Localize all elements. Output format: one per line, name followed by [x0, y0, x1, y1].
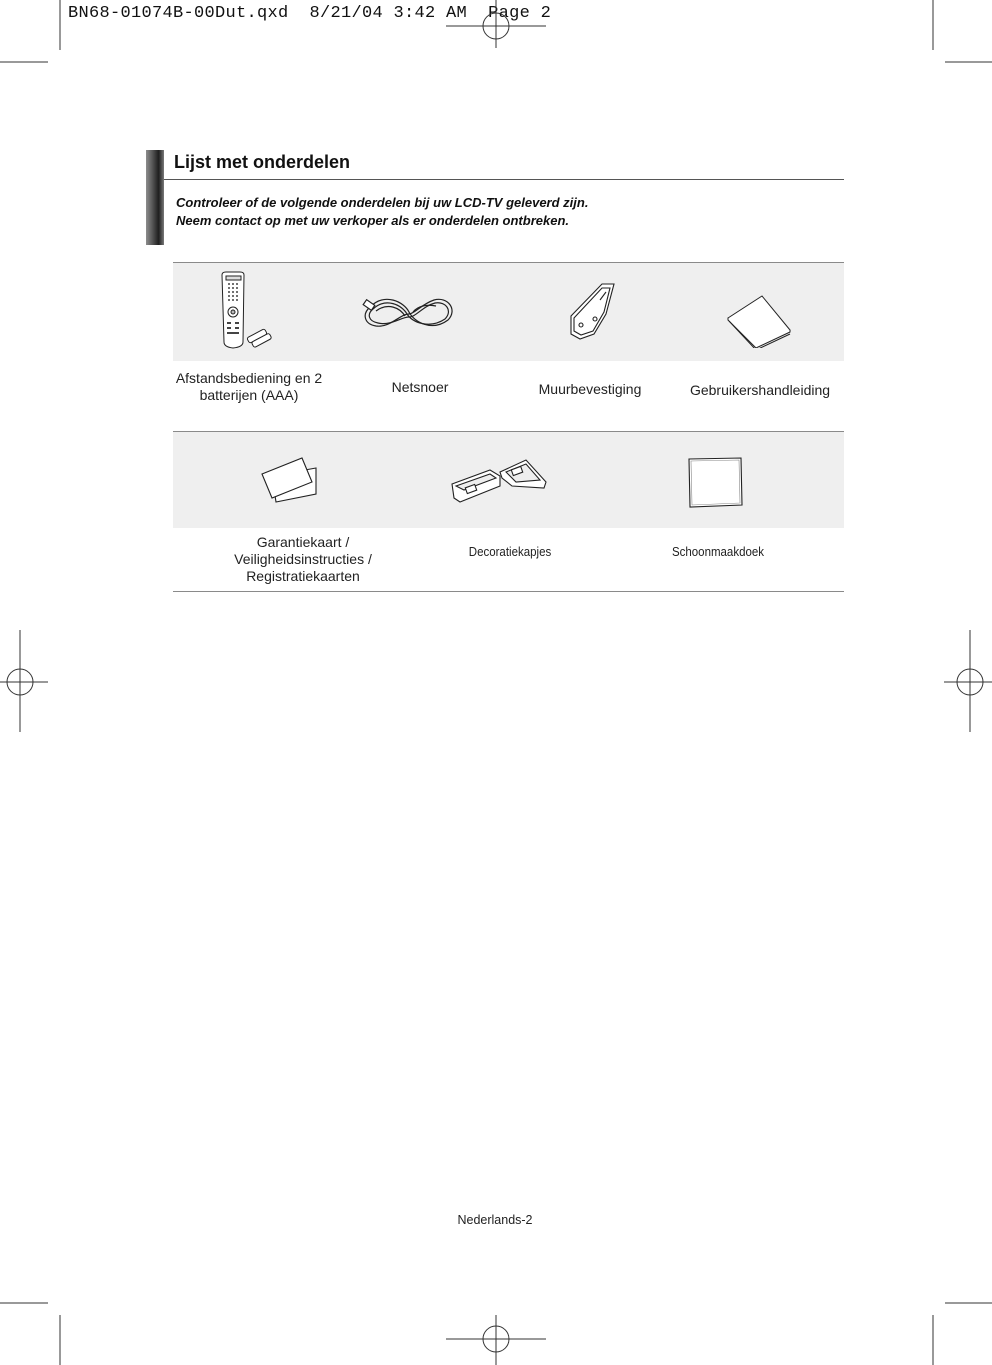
title-underline — [164, 179, 844, 180]
item-label-wall-mount — [530, 381, 650, 398]
label-line: Afstandsbediening en 2 — [175, 370, 323, 386]
section-accent-bar — [146, 150, 164, 245]
manual-icon — [724, 294, 794, 348]
file-slug-line: BN68-01074B-00Dut.qxd 8/21/04 3:42 AM Page 2 — [68, 4, 552, 23]
decoration-caps-icon — [446, 456, 550, 506]
item-label-cleaning-cloth — [654, 544, 783, 561]
label-line: Registratiekaarten — [246, 568, 360, 584]
item-label-remote — [174, 370, 324, 404]
registration-mark-bottom — [446, 1315, 546, 1365]
label-line: Garantiekaart / — [256, 534, 350, 550]
section-intro — [176, 194, 588, 230]
item-label-manual — [682, 382, 838, 399]
item-label-power-cord — [370, 379, 470, 396]
registration-mark-right — [944, 630, 992, 732]
label-line: Muurbevestiging — [538, 381, 642, 397]
item-label-decoration-caps — [449, 544, 570, 561]
section-title: Lijst met onderdelen — [174, 152, 351, 172]
label-line: Netsnoer — [391, 379, 449, 395]
table-bottom-rule — [173, 591, 844, 592]
registration-mark-top — [446, 0, 546, 48]
power-cord-icon — [360, 292, 458, 334]
intro-line: Neem contact op met uw verkoper als er onderdelen ontbreken. — [176, 213, 569, 228]
label-line: Veiligheidsinstructies / — [234, 551, 372, 567]
registration-mark-left — [0, 630, 48, 732]
label-line: Decoratiekapjes — [468, 545, 552, 559]
label-line: Schoonmaakdoek — [671, 545, 765, 559]
item-label-cards — [222, 534, 384, 585]
label-line: Gebruikershandleiding — [689, 382, 831, 398]
page-number: Nederlands-2 — [457, 1213, 533, 1227]
remote-control-icon — [205, 270, 275, 352]
wall-mount-icon — [562, 278, 620, 344]
cleaning-cloth-icon — [686, 456, 744, 510]
intro-line: Controleer of de volgende onderdelen bij uw LCD-TV geleverd zijn. — [176, 195, 589, 210]
label-line: batterijen (AAA) — [199, 387, 299, 403]
cards-icon — [258, 454, 322, 504]
